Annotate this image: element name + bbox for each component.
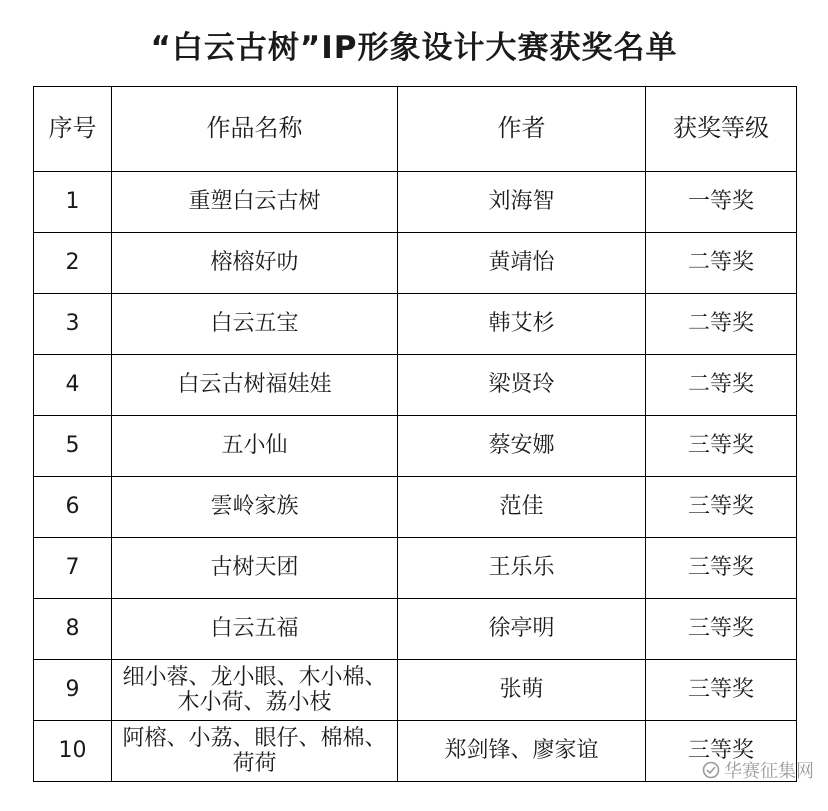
cell-work-name: 白云五福 (112, 599, 398, 660)
cell-serial-number: 1 (34, 172, 112, 233)
cell-award-level: 一等奖 (646, 172, 797, 233)
table-row (34, 721, 797, 782)
cell-author: 张萌 (398, 660, 646, 721)
cell-work-name: 古树天团 (112, 538, 398, 599)
cell-work-name: 榕榕好叻 (112, 233, 398, 294)
cell-award-level: 三等奖 (646, 416, 797, 477)
table-row (34, 538, 797, 599)
cell-award-level: 三等奖 (646, 599, 797, 660)
header-serial-number: 序号 (34, 87, 112, 172)
cell-author: 梁贤玲 (398, 355, 646, 416)
cell-award-level: 三等奖 (646, 477, 797, 538)
cell-author: 蔡安娜 (398, 416, 646, 477)
cell-award-level: 二等奖 (646, 294, 797, 355)
table-header-row (34, 87, 797, 172)
table-row (34, 416, 797, 477)
header-award-level: 获奖等级 (646, 87, 797, 172)
table-row (34, 172, 797, 233)
header-work-name: 作品名称 (112, 87, 398, 172)
table-row (34, 355, 797, 416)
cell-author: 韩艾杉 (398, 294, 646, 355)
cell-author: 范佳 (398, 477, 646, 538)
cell-award-level: 三等奖 (646, 538, 797, 599)
table-row (34, 233, 797, 294)
table-row (34, 294, 797, 355)
site-watermark (702, 757, 814, 783)
table-row (34, 599, 797, 660)
cell-serial-number: 8 (34, 599, 112, 660)
cell-award-level: 三等奖 (646, 721, 797, 782)
cell-author: 黄靖怡 (398, 233, 646, 294)
cell-work-name: 阿榕、小荔、眼仔、棉棉、荷荷 (112, 721, 398, 782)
cell-serial-number: 5 (34, 416, 112, 477)
cell-serial-number: 2 (34, 233, 112, 294)
cell-serial-number: 9 (34, 660, 112, 721)
cell-author: 王乐乐 (398, 538, 646, 599)
cell-award-level: 二等奖 (646, 355, 797, 416)
cell-work-name: 白云五宝 (112, 294, 398, 355)
cell-award-level: 三等奖 (646, 660, 797, 721)
watermark-logo-icon (702, 761, 720, 779)
cell-serial-number: 7 (34, 538, 112, 599)
cell-work-name: 重塑白云古树 (112, 172, 398, 233)
cell-serial-number: 3 (34, 294, 112, 355)
cell-serial-number: 4 (34, 355, 112, 416)
table-row (34, 477, 797, 538)
cell-author: 郑剑锋、廖家谊 (398, 721, 646, 782)
cell-work-name: 细小蓉、龙小眼、木小棉、木小荷、荔小枝 (112, 660, 398, 721)
cell-work-name: 白云古树福娃娃 (112, 355, 398, 416)
page-title: “白云古树”IP形象设计大赛获奖名单 (150, 30, 678, 66)
cell-work-name: 雲岭家族 (112, 477, 398, 538)
award-list-table (33, 86, 797, 782)
cell-serial-number: 10 (34, 721, 112, 782)
cell-author: 徐亭明 (398, 599, 646, 660)
cell-work-name: 五小仙 (112, 416, 398, 477)
watermark-text: 华赛征集网 (724, 761, 814, 782)
cell-author: 刘海智 (398, 172, 646, 233)
table-row (34, 660, 797, 721)
cell-award-level: 二等奖 (646, 233, 797, 294)
cell-serial-number: 6 (34, 477, 112, 538)
header-author: 作者 (398, 87, 646, 172)
